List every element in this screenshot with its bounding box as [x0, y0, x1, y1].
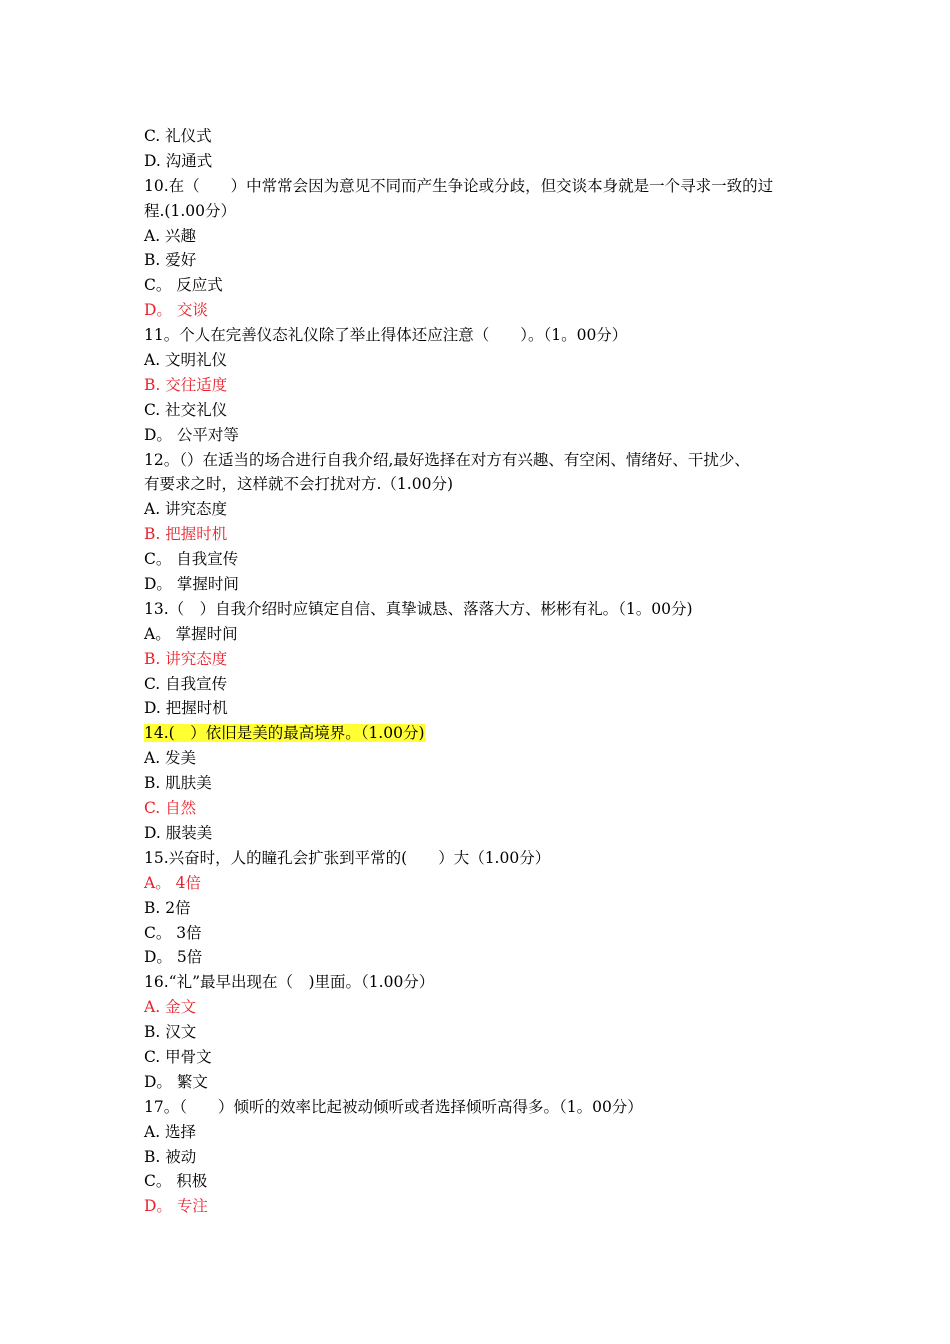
question-text [144, 597, 812, 622]
answer-option [144, 248, 812, 273]
answer-option [144, 921, 812, 946]
answer-option [144, 1045, 812, 1070]
line-label: 有要求之时，这样就不会打扰对方.（1.00分) [144, 475, 453, 494]
line-label: A. 文明礼仪 [144, 351, 228, 370]
line-label: 11。个人在完善仪态礼仪除了举止得体还应注意（ ）。（1。00分） [144, 326, 628, 345]
answer-option [144, 746, 812, 771]
answer-option [144, 273, 812, 298]
line-label: C. 社交礼仪 [144, 400, 228, 419]
line-label: 17。（ ）倾听的效率比起被动倾听或者选择倾听高得多。（1。00分） [144, 1097, 643, 1116]
line-label: A. 讲究态度 [144, 500, 228, 519]
line-label: B. 2倍 [144, 898, 191, 917]
answer-option [144, 696, 812, 721]
answer-option [144, 572, 812, 597]
question-text [144, 721, 812, 746]
answer-option [144, 398, 812, 423]
line-label: B. 交往适度 [144, 375, 228, 394]
line-label: C。 积极 [144, 1172, 208, 1191]
answer-option [144, 149, 812, 174]
answer-option [144, 821, 812, 846]
answer-option [144, 1020, 812, 1045]
question-text [144, 846, 812, 871]
line-label: C。 3倍 [144, 923, 202, 942]
question-text [144, 1095, 812, 1120]
answer-option [144, 945, 812, 970]
question-text [144, 970, 812, 995]
line-label: A. 发美 [144, 749, 197, 768]
line-label: 程.(1.00分） [144, 201, 236, 220]
question-text [144, 323, 812, 348]
answer-option [144, 1145, 812, 1170]
line-label: A。 4倍 [144, 873, 201, 892]
answer-option [144, 896, 812, 921]
question-text [144, 448, 812, 473]
line-label: D。 专注 [144, 1197, 208, 1216]
answer-option [144, 1120, 812, 1145]
question-text [144, 174, 812, 199]
line-label: D. 把握时机 [144, 699, 228, 718]
line-label: B. 把握时机 [144, 525, 228, 544]
correct-answer-option [144, 871, 812, 896]
line-label: D。 交谈 [144, 301, 208, 320]
correct-answer-option [144, 373, 812, 398]
line-label: C。 反应式 [144, 276, 223, 295]
line-label: D。 掌握时间 [144, 575, 239, 594]
line-label: C。 自我宣传 [144, 550, 239, 569]
correct-answer-option [144, 995, 812, 1020]
line-label: D。 繁文 [144, 1072, 208, 1091]
line-label: 16.“礼”最早出现在（ )里面。（1.00分） [144, 973, 435, 992]
line-label: B. 肌肤美 [144, 774, 212, 793]
question-text [144, 472, 812, 497]
line-label: B. 爱好 [144, 251, 197, 270]
line-label: 13.（ ）自我介绍时应镇定自信、真挚诚恳、落落大方、彬彬有礼。（1。00分) [144, 599, 693, 618]
line-label: 15.兴奋时，人的瞳孔会扩张到平常的( ）大（1.00分） [144, 848, 551, 867]
line-label: D。 公平对等 [144, 425, 239, 444]
answer-option [144, 1169, 812, 1194]
answer-option [144, 497, 812, 522]
line-label: A. 金文 [144, 998, 197, 1017]
line-label: A. 兴趣 [144, 226, 197, 245]
line-label: A. 选择 [144, 1122, 197, 1141]
line-label: C. 自然 [144, 799, 197, 818]
answer-option [144, 348, 812, 373]
question-text [144, 199, 812, 224]
line-label: D。 5倍 [144, 948, 203, 967]
document-page [144, 124, 812, 1219]
line-label: C. 自我宣传 [144, 674, 228, 693]
correct-answer-option [144, 522, 812, 547]
correct-answer-option [144, 1194, 812, 1219]
answer-option [144, 423, 812, 448]
line-label: 10.在（ ）中常常会因为意见不同而产生争论或分歧，但交谈本身就是一个寻求一致的过 [144, 176, 774, 195]
answer-option [144, 1070, 812, 1095]
line-label: C. 甲骨文 [144, 1047, 212, 1066]
answer-option [144, 672, 812, 697]
line-label: 12。（）在适当的场合进行自我介绍,最好选择在对方有兴趣、有空闲、情绪好、干扰少、 [144, 450, 750, 469]
correct-answer-option [144, 647, 812, 672]
correct-answer-option [144, 796, 812, 821]
answer-option [144, 547, 812, 572]
answer-option [144, 622, 812, 647]
answer-option [144, 771, 812, 796]
line-label: A。 掌握时间 [144, 624, 238, 643]
line-label: B. 汉文 [144, 1023, 197, 1042]
highlighted-question-label: 14.( ）依旧是美的最高境界。（1.00分) [144, 724, 425, 743]
answer-option [144, 124, 812, 149]
answer-option [144, 224, 812, 249]
line-label: D. 服装美 [144, 823, 213, 842]
line-label: B. 被动 [144, 1147, 197, 1166]
line-label: D. 沟通式 [144, 151, 213, 170]
line-label: C. 礼仪式 [144, 127, 212, 145]
line-label: B. 讲究态度 [144, 649, 228, 668]
correct-answer-option [144, 298, 812, 323]
